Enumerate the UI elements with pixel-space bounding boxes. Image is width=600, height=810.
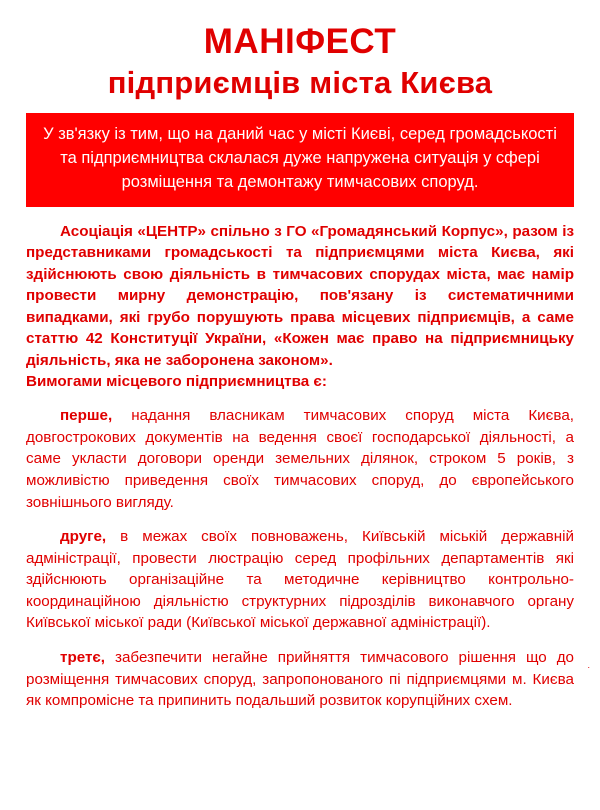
edge-mark: . [587, 660, 590, 670]
requirement-marker-3: третє, [60, 649, 106, 666]
intro-paragraph: Асоціація «ЦЕНТР» спільно з ГО «Громадянський Корпус», разом із представниками громадськості та підприємцями міста Києва, які здійснюють свою діяльність в тимчасових спорудах міста, має намір провести мирну демонстрацію, пов'язану із систематичними випадками, які грубо порушують права місцевих підприємців, а саме статтю 42 Конституції України, «Кожен має право на підприємницьку діяльність, яка не заборонена законом». [26, 222, 574, 370]
requirements-header: Вимогами місцевого підприємництва є: [26, 372, 327, 390]
title-line-2: підприємців міста Києва [107, 65, 493, 101]
document-body [26, 221, 574, 712]
requirement-text-2: в межах своїх повноважень, Київській міській державній адміністрації, провести люстрацію серед профільних департаментів які здійснюють організаційне та методичне керівництво контрольно-координаційною діяльністю структурних підрозділів виконавчого органу Київської міської ради (Київської міської державної адміністрації). [26, 528, 574, 632]
title-line-1: МАНІФЕСТ [203, 22, 397, 61]
requirement-text-3: забезпечити негайне прийняття тимчасового рішення що до розміщення тимчасових споруд, запропонованого пі підприємцями м. Києва як компромісне та припинить подальший розвиток корупційних схем. [26, 649, 574, 710]
requirement-item-1 [26, 405, 574, 513]
requirement-marker-1: перше, [60, 407, 113, 425]
requirement-marker-2: друге, [60, 528, 107, 546]
banner-text: У зв'язку із тим, що на даний час у місті Києві, серед громадськості та підприємництва склалася дуже напружена ситуація у сфері розміщення та демонтажу тимчасових споруд. [43, 124, 557, 191]
requirement-item-3 [26, 647, 574, 712]
requirement-item-2 [26, 526, 574, 634]
requirement-text-1: надання власникам тимчасових споруд міста Києва, довгострокових документів на ведення своєї господарської діяльності, а саме укласти договори оренди земельних ділянок, строком 5 років, з можливістю приведення своїх тимчасових споруд, до європейського зовнішнього вигляду. [26, 407, 574, 511]
highlight-banner [26, 113, 574, 207]
document-title [26, 22, 574, 101]
